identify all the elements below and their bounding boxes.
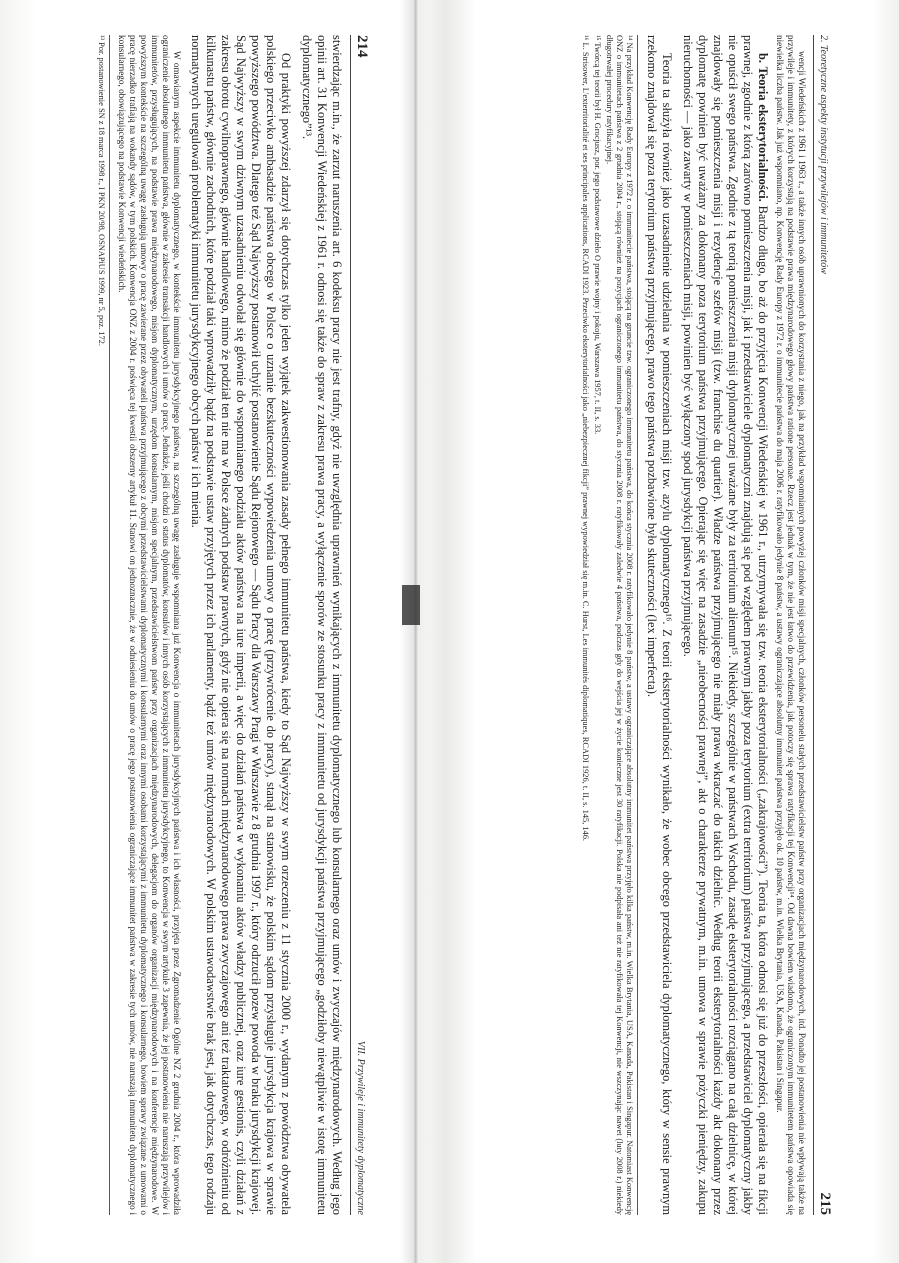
page-number: 214: [354, 35, 370, 58]
page-214: [0, 35, 370, 1215]
running-head-title: 2. Teoretyczne aspekty instytucji przywilejów i immunitetów: [818, 35, 829, 274]
paragraph: Od praktyki powyższej zdarzył się dotychczas tylko jeden wyjątek zakwestionowania zasady pełnego immunitetu państwa, kiedy to Sąd Najwyższy w swym orzeczeniu z 11 stycznia 2000 r., wydanym z powództwa obywatela polskiego przeciwko ambasadzie państwa obcego w Polsce o uznanie bezskuteczności wypowiedzenia umowy o pracę (przywrócenie do pracy), stanął na stanowisku, że polskim sądom przysługuje jurysdykcja krajowa w sprawie powyższego powództwa. Dlatego też Sąd Najwyższy postanowił uchylić postanowienie Sądu Rejonowego — Sądu Pracy dla Warszawy Pragi w Warszawie z 8 grudnia 1997 r., który odrzucił pozew powoda w braku jurysdykcji krajowej. Sąd Najwyższy w swym dziwnym uzasadnieniu odwołał się głównie do wspomnianego podziału aktów państwa na iure imperii, a więc do działań państwa w wykonaniu aktów władzy publicznej, oraz iure gestionis, czyli działań z zakresu obrotu cywilnoprawnego, głównie handlowego, mimo że podział ten nie ma w Polsce żadnych podstaw prawnych, gdyż nie opiera się na normach międzynarodowego prawa zwyczajowego ani też traktatowego, w odróżnieniu od kilkunastu państw, głównie zachodnich, które podział taki wprowadziły bądź na podstawie ustaw przyjętych przez ich parlamenty, bądź też umów międzynarodowych. W polskim ustawodawstwie brak jest, jak dotychczas, tego rodzaju normatywnych uregulowań problematyki immunitetu jurysdykcyjnego obcych państw i ich mienia.: [189, 35, 293, 1215]
section-heading: b. Teoria eksterytorialności.: [756, 53, 770, 202]
body-text: [644, 35, 770, 1215]
running-head: [350, 35, 370, 1215]
body-text: [188, 35, 344, 1215]
running-head-title: VII. Przywileje i immunitety dyplomatyczne: [355, 1040, 366, 1215]
paragraph: stwierdzając m.in., że zarzut naruszenia art. 6 kodeksu pracy nie jest trafny, gdyż nie uwzględnia uprawnień wynikających z immunitetu dyplomatycznego lub konsularnego oraz umów i zwyczajów międzynarodowych. Według jego opinii art. 31 Konwencji Wiedeńskiej z 1961 r. odnosi się także do spraw z zakresu prawa pracy, a wyłączenie sporów ze stosunku pracy z immunitetu od jurysdykcji państwa przyjmującego „godziłoby niewątpliwie w istotę immunitetu dyplomatycznego”¹³.: [300, 35, 344, 1215]
small-print-text: [774, 35, 807, 1215]
footnote: ¹⁶ L. Strisower, L'exterritorialité et ses principales applications, RCADI 1923. Przeciwko eksterytorialności jako „niebezpiecznej fikcji” prawnej wypowiedział się m.in. C. Hurst, Les immunités diplomatiques, RCADI 1926, t. II, s. 145, 146.: [581, 35, 590, 841]
footnote: ¹⁵ Twórcą tej teorii był H. Grocjusz, por. jego podstawowe dzieło O prawie wojny i pokoju, Warszawa 1957, t. II, s. 33.: [593, 35, 602, 435]
book-gutter: [400, 0, 430, 1263]
section-b: [680, 35, 770, 1215]
page-number: 215: [817, 1192, 833, 1215]
running-head: [813, 35, 833, 1215]
binding-mark: [402, 585, 420, 625]
small-print-text: [116, 35, 182, 1215]
footnote: ¹⁴ Na przykład Konwencję Rady Europy z 1972 r. o immunitecie państwa, stojącą na gruncie tzw. ograniczonego immunitetu państwa, do końca stycznia 2008 r. ratyfikowało jedynie 8 państw, a ustawy ograniczające absolutny immunitet państwa przyjęło kilka państw, m.in. Wielka Brytania, USA, Kanada, Pakistan i Singapur. Natomiast Konwencję ONZ o immunitetach państwa z 2 grudnia 2004 r., stojącą również na pozycjach ograniczonego immunitetu państwa, do stycznia 2008 r. ratyfikowały zaledwie 4 państwa, podczas gdy do wejścia jej w życie konieczne jest 30 ratyfikacji. Polska nie podpisała ani też nie ratyfikowała tej Konwencji, nie wszczynając nawet (luty 2008 r.) niekiedy długotrwałej procedury ratyfikacyjnej.: [605, 35, 634, 1215]
paragraph: wencji Wiedeńskich z 1961 i 1963 r., a także innych osób uprawnionych do korzystania z niego, jak na przykład wspomnianych powyżej członków misji specjalnych, członków personelu stałych przedstawicielstw państw przy organizacjach międzynarodowych, itd. Ponadto jej postanowienia nie wpływają także na przywileje i immunitety, z których korzystają na podstawie prawa międzynarodowego głowy państwa ratione personae. Rzecz jest jednak w tym, że nie jest łatwo do przewidzenia, jak potoczy się sprawa ratyfikacji tej Konwencji¹⁴. Od dawna bowiem wiadomo, że ograniczonym immunitetem państwa opowiada się niewielka liczba państw. Jak już wspomniano, np. Konwencję Rady Europy z 1972 r. o immunitecie państwa do maja 2006 r. ratyfikowało jedynie 8 państw, a ustawy ograniczające absolutny immunitet państwa przyjęło ok. 10 państw, m.in. Wielka Brytania, USA, Kanada, Pakistan i Singapur.: [775, 35, 807, 1215]
footnotes: [96, 35, 110, 1215]
paragraph: W omawianym aspekcie immunitetu dyplomatycznego, w kontekście immunitetu jurysdykcyjnego państwa, na szczególną uwagę zasługuje wspomniana już Konwencja o immunitetach jurysdykcyjnych państwa i ich własności, przyjęta przez Zgromadzenie Ogólne NZ 2 grudnia 2004 r., która wprowadziła ograniczenie absolutnego immunitetu państwa, głównie w zakresie transakcji handlowych i umów o pracę. Jednakże, jeśli chodzi o status dyplomatów, konsulów i innych osób korzystających z immunitetu jurysdykcyjnego, to Konwencja w swym artykule 3 zapewnia, że jej postanowienia nie naruszają przywilejów i immunitetów, przysługujących, na podstawie prawa międzynarodowego, misjom dyplomatycznym, urzędom konsularnym, misjom specjalnym, przedstawicielstwom państw przy organizacjach międzynarodowych, delegacjom do organów organizacji międzynarodowych i na konferencje międzynarodowe. W powyższym kontekście na szczególną uwagę zasługują umowy o pracę zawierane przez obywateli państwa przyjmującego z obcymi przedstawicielstwami dyplomatycznymi i konsularnymi oraz innymi osobami korzystającymi z immunitetu dyplomatycznego i konsularnego, bowiem sprawy związane z umowami o pracę nierzadko trafiają na wokandy sądów, w tym polskich. Konwencja ONZ z 2004 r. poświęca tej kwestii obszerny artykuł 11. Stanowi on jednoznacznie, że w odniesieniu do umów o pracę jego postanowienia ograniczające immunitet państwa w zakresie tych umów, nie naruszają immunitetu dyplomatycznego i konsularnego, obowiązującego na podstawie Konwencji wiedeńskich.: [117, 35, 182, 1215]
paragraph: Teoria ta służyła również jako uzasadnienie udzielania w pomieszczeniach misji tzw. azylu dyplomatycznego¹⁶. Z teorii eksterytorialności wynikało, że wobec obcego przedstawiciela dyplomatycznego, który w sensie prawnym rzekomo znajdował się poza terytorium państwa przyjmującego, prawo tego państwa pozbawione było skuteczności (lex imperfecta).: [645, 35, 674, 1215]
footnote: ¹³ Por. postanowienie SN z 18 marca 1998 r., I PKN 20/98, OSNAPiUS 1999, nr 5, poz. 172.: [97, 35, 106, 346]
page-215: [463, 35, 833, 1215]
footnotes: [580, 35, 638, 1215]
section-text: Bardzo długo, bo aż do przyjęcia Konwencji Wiedeńskiej w 1961 r., utrzymywała się tzw. teoria eksterytorialności („zakrajowości”). Teoria ta, która odnosi się już do przeszłości, opierała się na fikcji prawnej, zgodnie z którą zarówno pomieszczenia misji, jak i przedstawiciele dyplomatyczni znajdują się pod względem prawnym jakby poza terytorium (extra territorium) państwa przyjmującego, a przedstawiciel dyplomatyczny jakby nie opuścił swego państwa. Zgodnie z tą teorią pomieszczenia misji dyplomatycznej uważane były za territorium alienum¹⁵. Niekiedy, szczególnie w państwach Wschodu, zasadę eksterytorialności rozciągano na całą dzielnicę, w której znajdowały się pomieszczenia misji i rezydencje szefów misji (tzw. franchise du quartier). Władze państwa przyjmującego nie miały prawa wkraczać do takich dzielnic. Według teorii eksterytorialności każdy akt dokonany przez dyplomatę powinien być uważany za dokonany poza terytorium państwa przyjmującego. Opierając się więc na zasadzie „nieobecności prawnej”, akt o charakterze prywatnym, m.in. umowa w sprawie pożyczki pieniędzy, zakupu nieruchomości — jako zawarty w pomieszczeniach misji, powinien być wyłączony spod jurysdykcji państwa przyjmującego.: [681, 35, 770, 1215]
